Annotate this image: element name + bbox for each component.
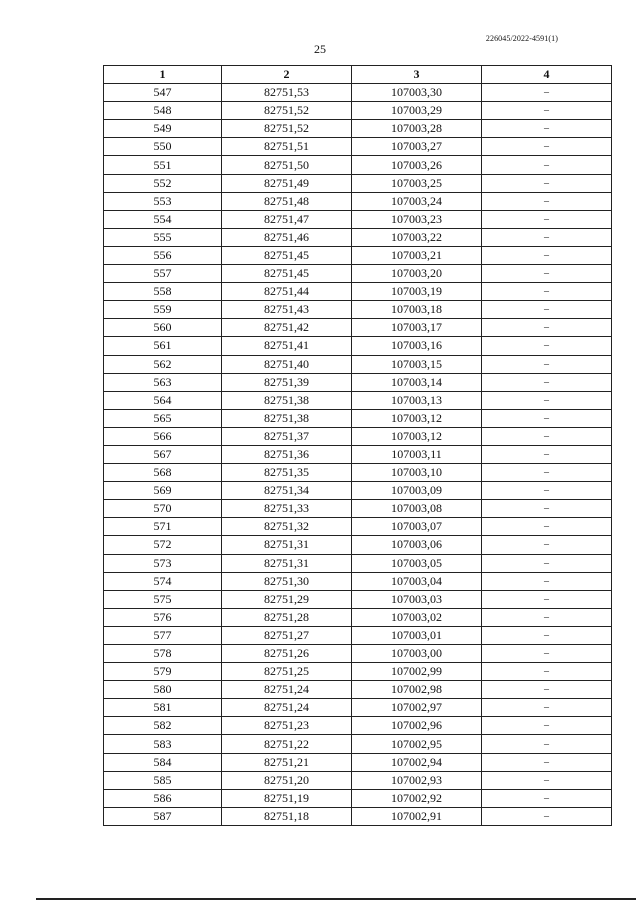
table-row — [104, 663, 612, 681]
note-cell: – — [482, 590, 612, 608]
note-cell: – — [482, 373, 612, 391]
note-cell: – — [482, 608, 612, 626]
y-coordinate-cell: 107003,16 — [352, 337, 482, 355]
point-number-cell: 574 — [104, 572, 222, 590]
note-cell: – — [482, 337, 612, 355]
note-cell: – — [482, 174, 612, 192]
note-cell: – — [482, 735, 612, 753]
y-coordinate-cell: 107003,00 — [352, 645, 482, 663]
y-coordinate-cell: 107003,28 — [352, 120, 482, 138]
point-number-cell: 567 — [104, 445, 222, 463]
note-cell: – — [482, 663, 612, 681]
y-coordinate-cell: 107003,24 — [352, 192, 482, 210]
x-coordinate-cell: 82751,21 — [222, 753, 352, 771]
table-row — [104, 464, 612, 482]
note-cell: – — [482, 681, 612, 699]
x-coordinate-cell: 82751,18 — [222, 807, 352, 825]
table-row — [104, 174, 612, 192]
table-row — [104, 120, 612, 138]
point-number-cell: 554 — [104, 210, 222, 228]
x-coordinate-cell: 82751,34 — [222, 482, 352, 500]
document-reference: 226045/2022-4591(1) — [485, 34, 558, 43]
x-coordinate-cell: 82751,37 — [222, 427, 352, 445]
point-number-cell: 585 — [104, 771, 222, 789]
x-coordinate-cell: 82751,43 — [222, 301, 352, 319]
point-number-cell: 579 — [104, 663, 222, 681]
table-row — [104, 590, 612, 608]
note-cell: – — [482, 156, 612, 174]
x-coordinate-cell: 82751,26 — [222, 645, 352, 663]
y-coordinate-cell: 107003,29 — [352, 102, 482, 120]
table-row — [104, 789, 612, 807]
table-row — [104, 192, 612, 210]
note-cell: – — [482, 807, 612, 825]
table-row — [104, 500, 612, 518]
table-row — [104, 536, 612, 554]
x-coordinate-cell: 82751,45 — [222, 265, 352, 283]
column-header-1: 1 — [104, 66, 222, 84]
x-coordinate-cell: 82751,45 — [222, 246, 352, 264]
x-coordinate-cell: 82751,29 — [222, 590, 352, 608]
y-coordinate-cell: 107003,02 — [352, 608, 482, 626]
y-coordinate-cell: 107003,20 — [352, 265, 482, 283]
y-coordinate-cell: 107003,11 — [352, 445, 482, 463]
point-number-cell: 570 — [104, 500, 222, 518]
point-number-cell: 577 — [104, 626, 222, 644]
y-coordinate-cell: 107003,04 — [352, 572, 482, 590]
table-row — [104, 102, 612, 120]
table-row — [104, 138, 612, 156]
note-cell: – — [482, 518, 612, 536]
x-coordinate-cell: 82751,24 — [222, 699, 352, 717]
x-coordinate-cell: 82751,36 — [222, 445, 352, 463]
point-number-cell: 561 — [104, 337, 222, 355]
table-row — [104, 717, 612, 735]
point-number-cell: 583 — [104, 735, 222, 753]
table-row — [104, 753, 612, 771]
point-number-cell: 548 — [104, 102, 222, 120]
table-row — [104, 427, 612, 445]
note-cell: – — [482, 789, 612, 807]
x-coordinate-cell: 82751,32 — [222, 518, 352, 536]
x-coordinate-cell: 82751,49 — [222, 174, 352, 192]
y-coordinate-cell: 107003,07 — [352, 518, 482, 536]
table-row — [104, 283, 612, 301]
table-row — [104, 445, 612, 463]
y-coordinate-cell: 107003,26 — [352, 156, 482, 174]
note-cell: – — [482, 572, 612, 590]
y-coordinate-cell: 107002,91 — [352, 807, 482, 825]
y-coordinate-cell: 107002,98 — [352, 681, 482, 699]
point-number-cell: 569 — [104, 482, 222, 500]
note-cell: – — [482, 120, 612, 138]
bottom-divider — [36, 898, 636, 900]
note-cell: – — [482, 228, 612, 246]
point-number-cell: 555 — [104, 228, 222, 246]
note-cell: – — [482, 355, 612, 373]
x-coordinate-cell: 82751,41 — [222, 337, 352, 355]
x-coordinate-cell: 82751,52 — [222, 120, 352, 138]
coordinates-table — [103, 65, 612, 826]
y-coordinate-cell: 107003,14 — [352, 373, 482, 391]
point-number-cell: 578 — [104, 645, 222, 663]
point-number-cell: 572 — [104, 536, 222, 554]
note-cell: – — [482, 283, 612, 301]
note-cell: – — [482, 645, 612, 663]
column-header-2: 2 — [222, 66, 352, 84]
y-coordinate-cell: 107003,18 — [352, 301, 482, 319]
x-coordinate-cell: 82751,25 — [222, 663, 352, 681]
x-coordinate-cell: 82751,31 — [222, 536, 352, 554]
table-row — [104, 301, 612, 319]
x-coordinate-cell: 82751,33 — [222, 500, 352, 518]
point-number-cell: 568 — [104, 464, 222, 482]
x-coordinate-cell: 82751,42 — [222, 319, 352, 337]
point-number-cell: 580 — [104, 681, 222, 699]
table-row — [104, 807, 612, 825]
y-coordinate-cell: 107003,22 — [352, 228, 482, 246]
point-number-cell: 571 — [104, 518, 222, 536]
y-coordinate-cell: 107003,19 — [352, 283, 482, 301]
table-row — [104, 645, 612, 663]
table-row — [104, 572, 612, 590]
x-coordinate-cell: 82751,19 — [222, 789, 352, 807]
note-cell: – — [482, 717, 612, 735]
point-number-cell: 576 — [104, 608, 222, 626]
note-cell: – — [482, 84, 612, 102]
table-row — [104, 681, 612, 699]
table-row — [104, 265, 612, 283]
table-row — [104, 554, 612, 572]
y-coordinate-cell: 107002,95 — [352, 735, 482, 753]
y-coordinate-cell: 107003,21 — [352, 246, 482, 264]
table-row — [104, 771, 612, 789]
x-coordinate-cell: 82751,39 — [222, 373, 352, 391]
x-coordinate-cell: 82751,20 — [222, 771, 352, 789]
y-coordinate-cell: 107003,06 — [352, 536, 482, 554]
note-cell: – — [482, 626, 612, 644]
x-coordinate-cell: 82751,35 — [222, 464, 352, 482]
point-number-cell: 584 — [104, 753, 222, 771]
x-coordinate-cell: 82751,28 — [222, 608, 352, 626]
point-number-cell: 587 — [104, 807, 222, 825]
point-number-cell: 565 — [104, 409, 222, 427]
x-coordinate-cell: 82751,30 — [222, 572, 352, 590]
point-number-cell: 563 — [104, 373, 222, 391]
y-coordinate-cell: 107003,03 — [352, 590, 482, 608]
table-header-row — [104, 66, 612, 84]
point-number-cell: 566 — [104, 427, 222, 445]
table-row — [104, 355, 612, 373]
point-number-cell: 557 — [104, 265, 222, 283]
point-number-cell: 552 — [104, 174, 222, 192]
table-row — [104, 337, 612, 355]
note-cell: – — [482, 246, 612, 264]
x-coordinate-cell: 82751,38 — [222, 391, 352, 409]
table-row — [104, 210, 612, 228]
point-number-cell: 564 — [104, 391, 222, 409]
y-coordinate-cell: 107003,10 — [352, 464, 482, 482]
y-coordinate-cell: 107003,05 — [352, 554, 482, 572]
x-coordinate-cell: 82751,22 — [222, 735, 352, 753]
table-row — [104, 626, 612, 644]
x-coordinate-cell: 82751,46 — [222, 228, 352, 246]
note-cell: – — [482, 445, 612, 463]
x-coordinate-cell: 82751,38 — [222, 409, 352, 427]
column-header-3: 3 — [352, 66, 482, 84]
page-number: 25 — [314, 42, 326, 56]
note-cell: – — [482, 409, 612, 427]
y-coordinate-cell: 107003,01 — [352, 626, 482, 644]
table-row — [104, 409, 612, 427]
table-row — [104, 735, 612, 753]
y-coordinate-cell: 107003,25 — [352, 174, 482, 192]
y-coordinate-cell: 107003,12 — [352, 427, 482, 445]
point-number-cell: 550 — [104, 138, 222, 156]
y-coordinate-cell: 107003,09 — [352, 482, 482, 500]
point-number-cell: 558 — [104, 283, 222, 301]
table-row — [104, 246, 612, 264]
y-coordinate-cell: 107002,99 — [352, 663, 482, 681]
note-cell: – — [482, 554, 612, 572]
point-number-cell: 556 — [104, 246, 222, 264]
x-coordinate-cell: 82751,53 — [222, 84, 352, 102]
note-cell: – — [482, 753, 612, 771]
point-number-cell: 553 — [104, 192, 222, 210]
y-coordinate-cell: 107003,30 — [352, 84, 482, 102]
x-coordinate-cell: 82751,51 — [222, 138, 352, 156]
table-row — [104, 608, 612, 626]
note-cell: – — [482, 464, 612, 482]
point-number-cell: 562 — [104, 355, 222, 373]
point-number-cell: 560 — [104, 319, 222, 337]
point-number-cell: 586 — [104, 789, 222, 807]
point-number-cell: 549 — [104, 120, 222, 138]
table-row — [104, 84, 612, 102]
point-number-cell: 581 — [104, 699, 222, 717]
point-number-cell: 551 — [104, 156, 222, 174]
y-coordinate-cell: 107003,08 — [352, 500, 482, 518]
table-row — [104, 518, 612, 536]
table-row — [104, 228, 612, 246]
note-cell: – — [482, 500, 612, 518]
table-row — [104, 319, 612, 337]
x-coordinate-cell: 82751,47 — [222, 210, 352, 228]
y-coordinate-cell: 107002,92 — [352, 789, 482, 807]
point-number-cell: 575 — [104, 590, 222, 608]
table-row — [104, 156, 612, 174]
x-coordinate-cell: 82751,27 — [222, 626, 352, 644]
note-cell: – — [482, 102, 612, 120]
note-cell: – — [482, 699, 612, 717]
x-coordinate-cell: 82751,48 — [222, 192, 352, 210]
y-coordinate-cell: 107003,12 — [352, 409, 482, 427]
y-coordinate-cell: 107003,23 — [352, 210, 482, 228]
note-cell: – — [482, 427, 612, 445]
y-coordinate-cell: 107003,15 — [352, 355, 482, 373]
y-coordinate-cell: 107003,27 — [352, 138, 482, 156]
x-coordinate-cell: 82751,23 — [222, 717, 352, 735]
y-coordinate-cell: 107002,94 — [352, 753, 482, 771]
y-coordinate-cell: 107003,17 — [352, 319, 482, 337]
note-cell: – — [482, 265, 612, 283]
note-cell: – — [482, 138, 612, 156]
x-coordinate-cell: 82751,40 — [222, 355, 352, 373]
y-coordinate-cell: 107002,93 — [352, 771, 482, 789]
x-coordinate-cell: 82751,50 — [222, 156, 352, 174]
column-header-4: 4 — [482, 66, 612, 84]
table-row — [104, 373, 612, 391]
y-coordinate-cell: 107003,13 — [352, 391, 482, 409]
note-cell: – — [482, 771, 612, 789]
x-coordinate-cell: 82751,24 — [222, 681, 352, 699]
y-coordinate-cell: 107002,96 — [352, 717, 482, 735]
y-coordinate-cell: 107002,97 — [352, 699, 482, 717]
note-cell: – — [482, 391, 612, 409]
table-row — [104, 699, 612, 717]
table-row — [104, 482, 612, 500]
note-cell: – — [482, 319, 612, 337]
note-cell: – — [482, 210, 612, 228]
table-row — [104, 391, 612, 409]
note-cell: – — [482, 301, 612, 319]
point-number-cell: 547 — [104, 84, 222, 102]
note-cell: – — [482, 482, 612, 500]
note-cell: – — [482, 536, 612, 554]
x-coordinate-cell: 82751,52 — [222, 102, 352, 120]
point-number-cell: 573 — [104, 554, 222, 572]
x-coordinate-cell: 82751,44 — [222, 283, 352, 301]
table-body — [104, 84, 612, 826]
point-number-cell: 559 — [104, 301, 222, 319]
x-coordinate-cell: 82751,31 — [222, 554, 352, 572]
point-number-cell: 582 — [104, 717, 222, 735]
note-cell: – — [482, 192, 612, 210]
